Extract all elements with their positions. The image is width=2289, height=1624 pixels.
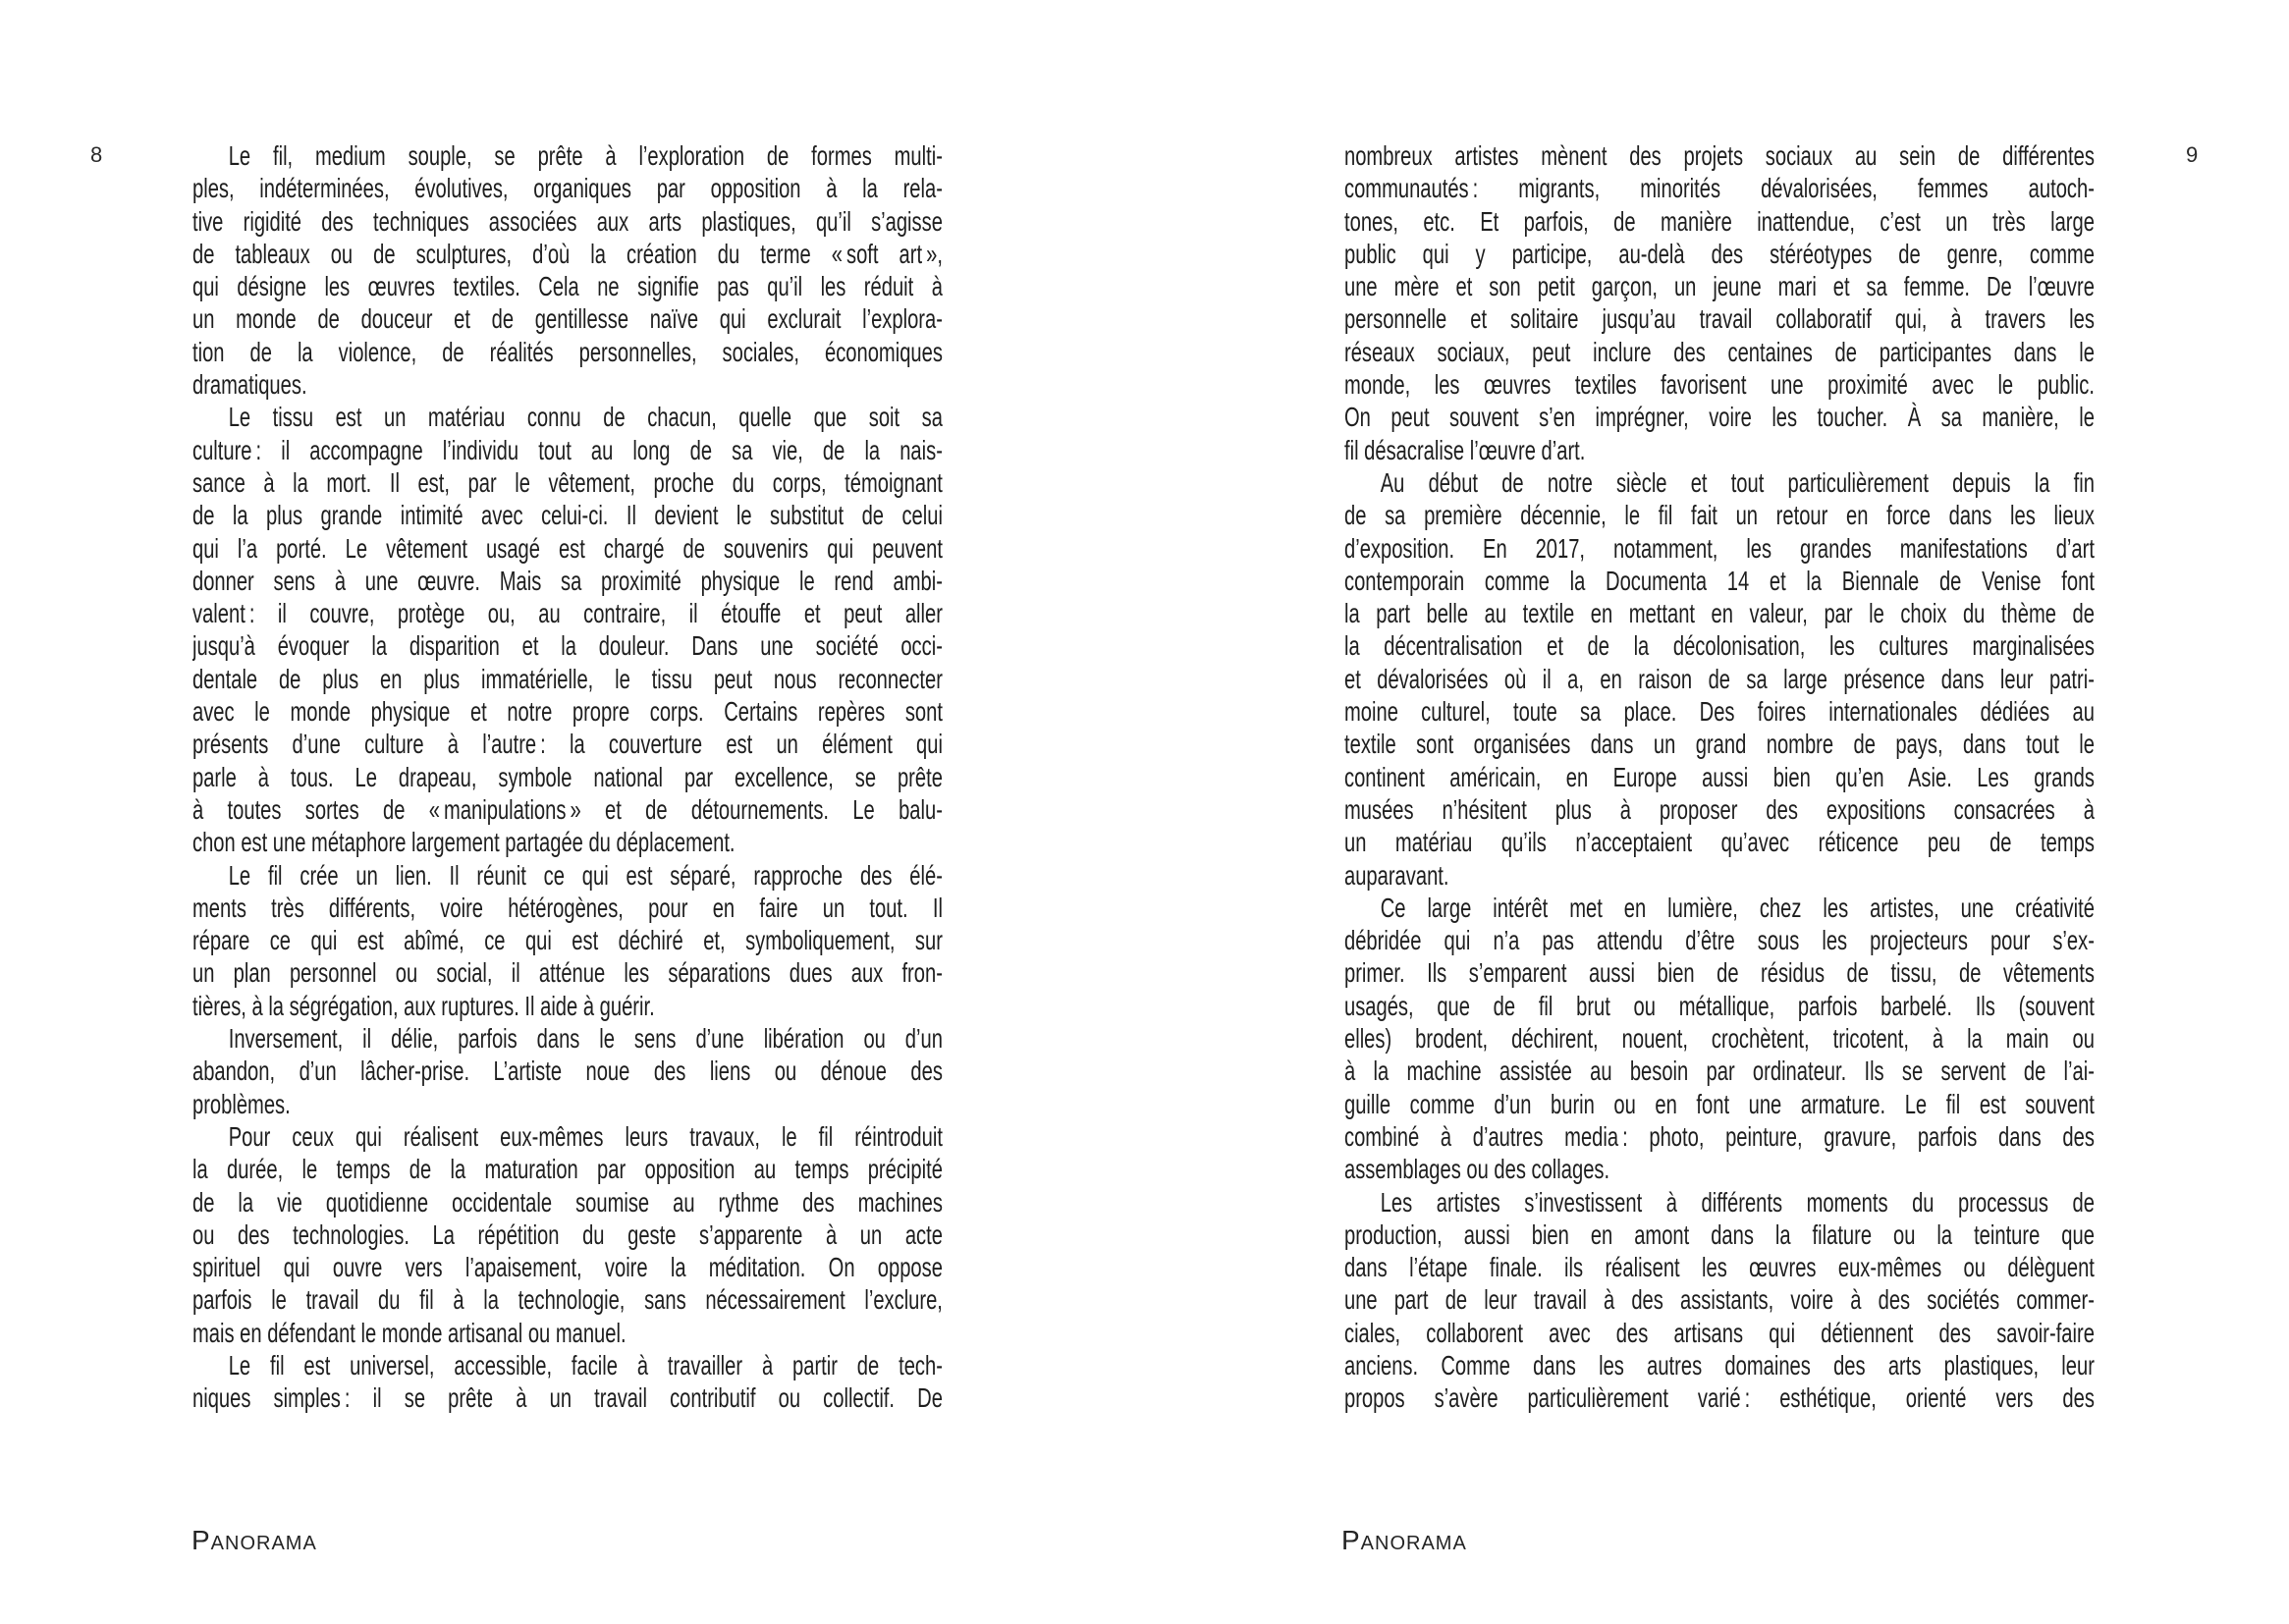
text-line: guille comme d’un burin ou en font une armature. Le fil est souvent (1344, 1088, 2095, 1119)
text-line: et dévalorisées où il a, en raison de sa large présence dans leur patri- (1344, 663, 2095, 694)
text-line: une mère et son petit garçon, un jeune mari et sa femme. De l’œuvre (1344, 271, 2095, 302)
text-line: propos s’avère particulièrement varié : esthétique, orienté vers des (1344, 1382, 2095, 1414)
text-line: personnelle et solitaire jusqu’au travail collaboratif qui, à travers les (1344, 303, 2095, 335)
text-line: d’exposition. En 2017, notamment, les grandes manifestations d’art (1344, 532, 2095, 564)
text-line: ments très différents, voire hétérogènes, pour en faire un tout. Il (192, 892, 943, 923)
text-line: à la machine assistée au besoin par ordinateur. Ils se servent de l’ai- (1344, 1056, 2095, 1087)
text-line: textile sont organisées dans un grand nombre de pays, dans tout le (1344, 729, 2095, 760)
text-line: mais en défendant le monde artisanal ou manuel. (192, 1317, 627, 1348)
text-line: la décentralisation et de la décolonisation, les cultures marginalisées (1344, 630, 2095, 662)
text-line: auparavant. (1344, 859, 1449, 891)
text-line: tones, etc. Et parfois, de manière inattendue, c’est un très large (1344, 205, 2095, 237)
text-line: moine culturel, toute sa place. Des foires internationales dédiées au (1344, 696, 2095, 728)
text-line: un plan personnel ou social, il atténue les séparations dues aux fron- (192, 957, 943, 989)
page-number-right: 9 (2186, 142, 2199, 167)
text-line: une part de leur travail à des assistants, voire à des sociétés commer- (1344, 1284, 2095, 1316)
text-line: ciales, collaborent avec des artisans qui détiennent des savoir-faire (1344, 1317, 2095, 1348)
text-line: tion de la violence, de réalités personnelles, sociales, économiques (192, 336, 943, 367)
text-line: assemblages ou des collages. (1344, 1154, 1610, 1185)
text-line: dans l’étape finale. ils réalisent les œuvres eux-mêmes ou délèguent (1344, 1252, 2095, 1283)
running-footer-left: Panorama (191, 1525, 317, 1555)
text-line: la part belle au textile en mettant en valeur, par le choix du thème de (1344, 598, 2095, 629)
running-footer-right: Panorama (1341, 1525, 1467, 1555)
text-line: Le tissu est un matériau connu de chacun, quelle que soit sa (228, 402, 943, 433)
text-line: monde, les œuvres textiles favorisent une proximité avec le public. (1344, 369, 2095, 401)
left-page-text-block (192, 139, 943, 1415)
text-line: tières, à la ségrégation, aux ruptures. Il aide à guérir. (192, 990, 655, 1021)
text-line: combiné à d’autres media : photo, peinture, gravure, parfois dans des (1344, 1120, 2095, 1152)
text-line: contemporain comme la Documenta 14 et la Biennale de Venise font (1344, 565, 2095, 596)
text-line: abandon, d’un lâcher-prise. L’artiste noue des liens ou dénoue des (192, 1056, 943, 1087)
right-page-text-block (1344, 139, 2095, 1415)
text-line: réseaux sociaux, peut inclure des centaines de participantes dans le (1344, 336, 2095, 367)
text-line: dramatiques. (192, 369, 307, 401)
text-line: à toutes sortes de « manipulations » et de détournements. Le balu- (192, 793, 943, 825)
text-line: donner sens à une œuvre. Mais sa proximité physique le rend ambi- (192, 565, 943, 596)
text-line: problèmes. (192, 1088, 291, 1119)
text-line: elles) brodent, déchirent, nouent, crochètent, tricotent, à la main ou (1344, 1023, 2095, 1055)
text-line: production, aussi bien en amont dans la filature ou la teinture que (1344, 1218, 2095, 1250)
text-line: Le fil est universel, accessible, facile à travailler à partir de tech- (228, 1349, 943, 1380)
text-line: qui désigne les œuvres textiles. Cela ne signifie pas qu’il les réduit à (192, 271, 943, 302)
text-line: Au début de notre siècle et tout particulièrement depuis la fin (1380, 466, 2095, 498)
text-line: de la plus grande intimité avec celui-ci. Il devient le substitut de celui (192, 500, 943, 531)
text-line: ples, indéterminées, évolutives, organiques par opposition à la rela- (192, 173, 943, 204)
text-line: spirituel qui ouvre vers l’apaisement, voire la méditation. On oppose (192, 1252, 943, 1283)
text-line: fil désacralise l’œuvre d’art. (1344, 434, 1586, 465)
text-line: parle à tous. Le drapeau, symbole national par excellence, se prête (192, 761, 943, 792)
text-line: de tableaux ou de sculptures, d’où la création du terme « soft art », (192, 238, 943, 269)
text-line: débridée qui n’a pas attendu d’être sous les projecteurs pour s’ex- (1344, 925, 2095, 956)
text-line: public qui y participe, au-delà des stéréotypes de genre, comme (1344, 238, 2095, 269)
text-line: Ce large intérêt met en lumière, chez les artistes, une créativité (1380, 892, 2095, 923)
text-line: ou des technologies. La répétition du geste s’apparente à un acte (192, 1218, 943, 1250)
text-line: jusqu’à évoquer la disparition et la douleur. Dans une société occi- (192, 630, 943, 662)
text-line: la durée, le temps de la maturation par opposition au temps précipité (192, 1154, 943, 1185)
text-line: de sa première décennie, le fil fait un retour en force dans les lieux (1344, 500, 2095, 531)
text-line: communautés : migrants, minorités dévalorisées, femmes autoch- (1344, 173, 2095, 204)
text-line: culture : il accompagne l’individu tout au long de sa vie, de la nais- (192, 434, 943, 465)
text-line: présents d’une culture à l’autre : la couverture est un élément qui (192, 729, 943, 760)
text-line: parfois le travail du fil à la technologie, sans nécessairement l’exclure, (192, 1284, 943, 1316)
text-line: niques simples : il se prête à un travail contributif ou collectif. De (192, 1382, 943, 1414)
text-line: tive rigidité des techniques associées aux arts plastiques, qu’il s’agisse (192, 205, 943, 237)
text-line: sance à la mort. Il est, par le vêtement, proche du corps, témoignant (192, 466, 943, 498)
text-line: qui l’a porté. Le vêtement usagé est chargé de souvenirs qui peuvent (192, 532, 943, 564)
text-line: usagés, que de fil brut ou métallique, parfois barbelé. Ils (souvent (1344, 990, 2095, 1021)
text-line: Les artistes s’investissent à différents moments du processus de (1380, 1186, 2095, 1218)
text-line: Inversement, il délie, parfois dans le sens d’une libération ou d’un (228, 1023, 943, 1055)
text-line: primer. Ils s’emparent aussi bien de résidus de tissu, de vêtements (1344, 957, 2095, 989)
text-line: de la vie quotidienne occidentale soumise au rythme des machines (192, 1186, 943, 1218)
text-line: valent : il couvre, protège ou, au contraire, il étouffe et peut aller (192, 598, 943, 629)
text-line: musées n’hésitent plus à proposer des expositions consacrées à (1344, 793, 2095, 825)
text-line: On peut souvent s’en imprégner, voire les toucher. À sa manière, le (1344, 402, 2095, 433)
text-line: chon est une métaphore largement partagée du déplacement. (192, 827, 736, 858)
text-line: un matériau qu’ils n’acceptaient qu’avec réticence peu de temps (1344, 827, 2095, 858)
text-line: Le fil, medium souple, se prête à l’exploration de formes multi- (228, 140, 943, 171)
text-line: avec le monde physique et notre propre corps. Certains repères sont (192, 696, 943, 728)
text-line: Pour ceux qui réalisent eux-mêmes leurs travaux, le fil réintroduit (228, 1120, 943, 1152)
text-line: nombreux artistes mènent des projets sociaux au sein de différentes (1344, 140, 2095, 171)
text-line: dentale de plus en plus immatérielle, le tissu peut nous reconnecter (192, 663, 943, 694)
text-line: anciens. Comme dans les autres domaines des arts plastiques, leur (1344, 1349, 2095, 1380)
text-line: continent américain, en Europe aussi bien qu’en Asie. Les grands (1344, 761, 2095, 792)
text-line: Le fil crée un lien. Il réunit ce qui est séparé, rapproche des élé- (228, 859, 943, 891)
text-line: un monde de douceur et de gentillesse naïve qui exclurait l’explora- (192, 303, 943, 335)
text-line: répare ce qui est abîmé, ce qui est déchiré et, symboliquement, sur (192, 925, 943, 956)
page-number-left: 8 (90, 142, 103, 167)
